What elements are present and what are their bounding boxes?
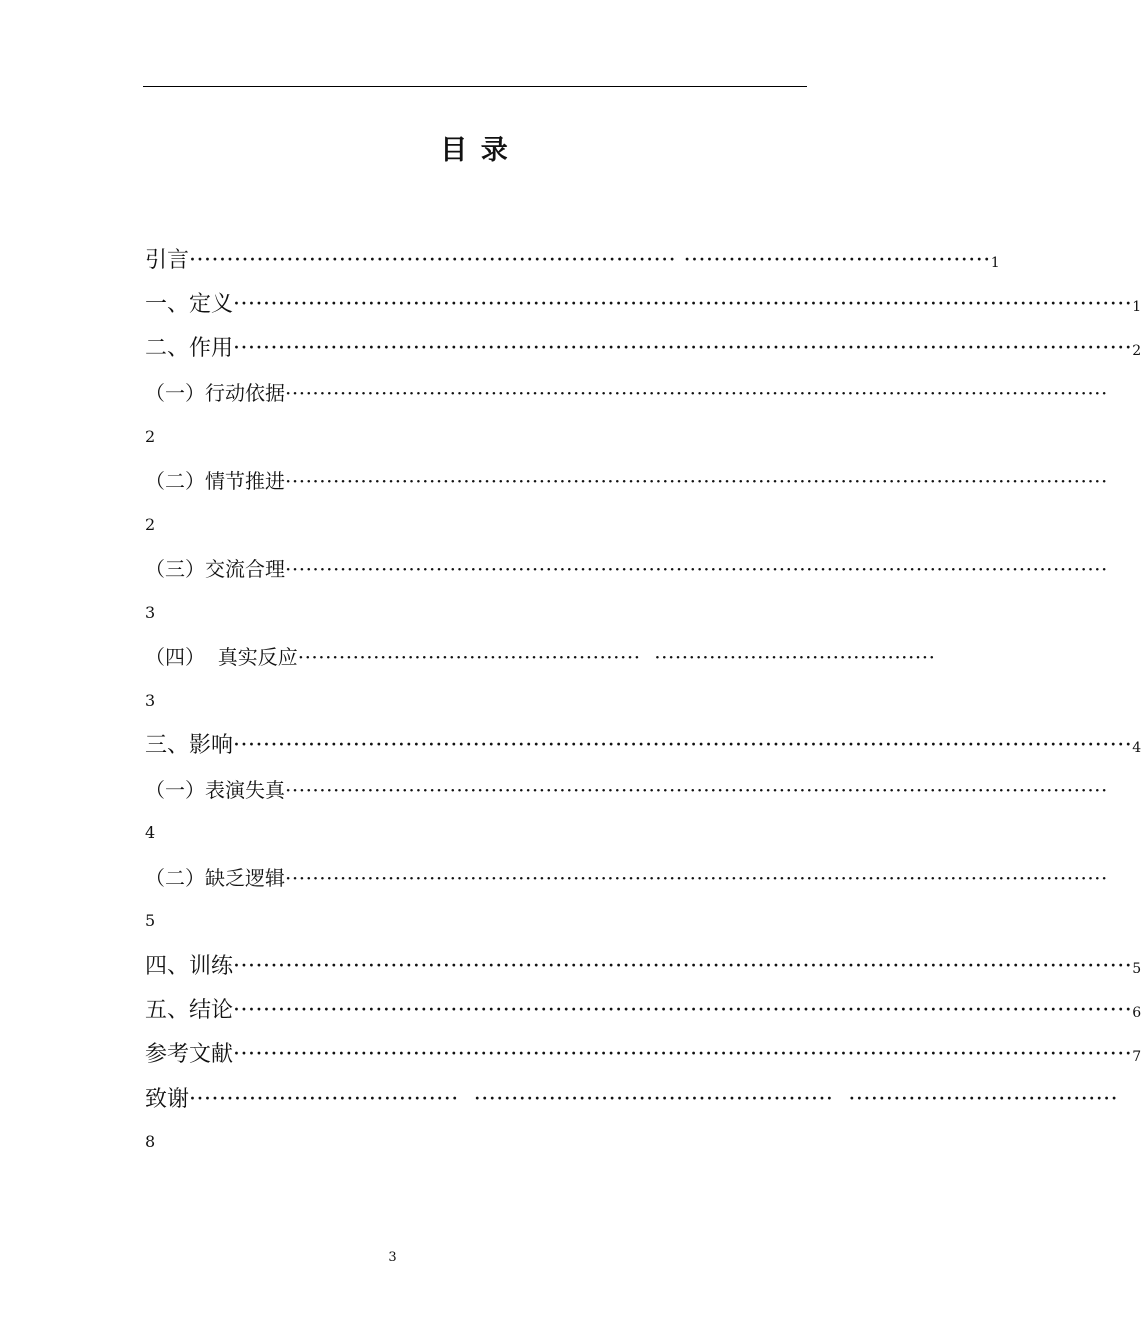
toc-entry-label: （四） 真实反应 [145, 645, 298, 669]
toc-entry-page: 3 [145, 603, 156, 622]
toc-entry-definition[interactable] [145, 287, 1141, 318]
toc-leader-dots: ························································································································ [233, 292, 1133, 317]
toc-entry-page: 1 [1132, 299, 1141, 315]
toc-entry-label: （一）表演失真 [145, 778, 285, 802]
toc-entry-page: 4 [1132, 740, 1141, 756]
toc-entry-references[interactable] [145, 1037, 1141, 1068]
toc-entry-label: （二）情节推进 [145, 469, 285, 493]
toc-entry-page: 1 [990, 255, 1000, 271]
toc-entry-reasonable-exchange[interactable] [145, 553, 1108, 582]
toc-entry-plot-advance[interactable] [145, 465, 1108, 494]
toc-leader-dots: ························································································································ [233, 998, 1133, 1023]
toc-entry-real-reaction[interactable] [145, 641, 936, 670]
toc-leader-dots: ································································· ········································· [189, 248, 991, 273]
toc-entry-page: 2 [145, 427, 156, 446]
toc-entry-label: 参考文献 [145, 1042, 234, 1067]
footer-page-number: 3 [388, 1250, 397, 1265]
toc-entry-training[interactable] [145, 949, 1141, 980]
toc-entry-page: 5 [145, 911, 156, 930]
toc-entry-lack-of-logic[interactable] [145, 862, 1108, 891]
toc-entry-action-basis[interactable] [145, 377, 1108, 406]
toc-leader-dots: ························································································································ [233, 954, 1133, 979]
toc-entry-label: 五、结论 [145, 998, 234, 1023]
toc-leader-dots: ························································································································ [285, 778, 1108, 802]
toc-entry-label: 二、作用 [145, 336, 234, 361]
toc-leader-dots: ·················································· ········································· [297, 645, 936, 669]
toc-leader-dots: ························································································································ [285, 866, 1108, 890]
toc-entry-label: 三、影响 [145, 733, 234, 758]
toc-entry-acknowledgements[interactable] [145, 1082, 1119, 1113]
toc-leader-dots: ························································································································ [285, 381, 1108, 405]
toc-entry-page: 2 [145, 515, 156, 534]
toc-leader-dots: ························································································································ [285, 557, 1108, 581]
toc-entry-page: 2 [1132, 343, 1141, 359]
toc-entry-page: 3 [145, 691, 156, 710]
toc-entry-performance-distortion[interactable] [145, 774, 1108, 803]
toc-entry-label: 引言 [145, 248, 190, 273]
toc-title: 目 录 [440, 135, 510, 166]
toc-entry-label: 致谢 [145, 1087, 190, 1112]
toc-entry-label: （一）行动依据 [145, 381, 285, 405]
toc-entry-page: 6 [1132, 1005, 1141, 1021]
toc-leader-dots: ························································································································ [233, 733, 1133, 758]
toc-entry-page: 8 [145, 1132, 156, 1151]
toc-leader-dots: ························································································································ [285, 469, 1108, 493]
toc-entry-page: 7 [1132, 1049, 1141, 1065]
toc-leader-dots: ························································································································ [233, 336, 1133, 361]
toc-entry-page: 4 [145, 823, 156, 842]
header-rule [143, 86, 807, 87]
toc-leader-dots: ························································································································ [233, 1042, 1133, 1067]
toc-entry-influence[interactable] [145, 728, 1141, 759]
toc-entry-intro[interactable] [145, 243, 1000, 274]
toc-entry-label: （三）交流合理 [145, 557, 285, 581]
toc-entry-page: 5 [1132, 961, 1141, 977]
toc-entry-label: 四、训练 [145, 954, 234, 979]
toc-entry-label: 一、定义 [145, 292, 234, 317]
toc-entry-conclusion[interactable] [145, 993, 1141, 1024]
toc-entry-label: （二）缺乏逻辑 [145, 866, 285, 890]
toc-leader-dots: ···································· ················································ ···································· [189, 1087, 1119, 1112]
toc-entry-function[interactable] [145, 331, 1141, 362]
